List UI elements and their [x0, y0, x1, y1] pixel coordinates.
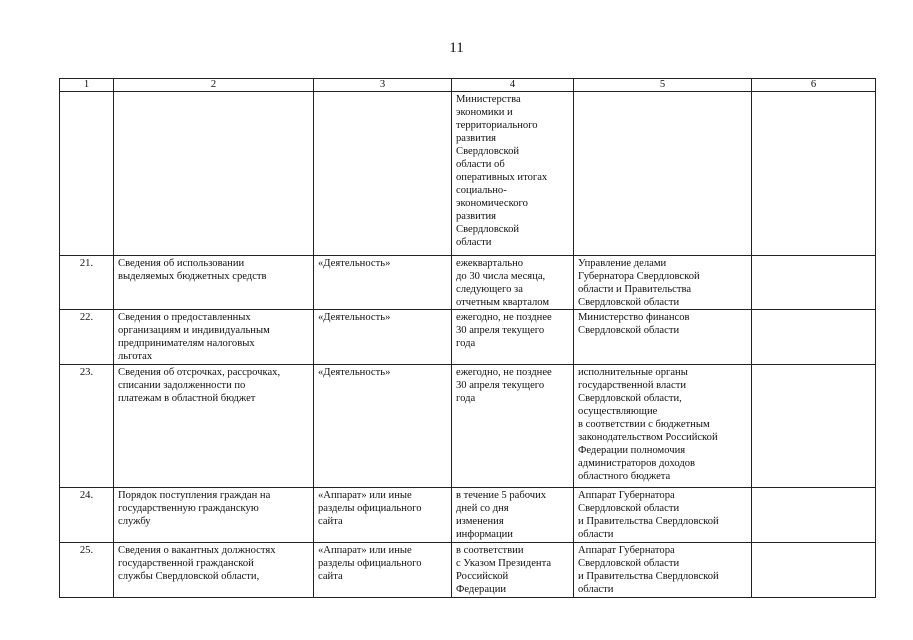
info-name-cell: Сведения о вакантных должностях государственной гражданской службы Свердловской области,	[114, 543, 314, 598]
note-cell	[752, 365, 876, 488]
responsible-cell	[574, 92, 752, 256]
note-cell	[752, 256, 876, 310]
table-row-continuation	[60, 92, 876, 256]
period-cell: ежегодно, не позднее 30 апреля текущего года	[452, 310, 574, 365]
site-section-cell: «Деятельность»	[314, 365, 452, 488]
info-name-cell	[114, 92, 314, 256]
site-section-cell: «Аппарат» или иные разделы официального сайта	[314, 488, 452, 543]
site-section-cell: «Деятельность»	[314, 310, 452, 365]
note-cell	[752, 310, 876, 365]
period-cell: ежегодно, не позднее 30 апреля текущего года	[452, 365, 574, 488]
page-number: 11	[449, 40, 464, 56]
site-section-cell: «Аппарат» или иные разделы официального сайта	[314, 543, 452, 598]
table-row	[60, 543, 876, 598]
row-number-cell: 25.	[60, 543, 114, 598]
note-cell	[752, 92, 876, 256]
responsible-cell: Министерство финансов Свердловской области	[574, 310, 752, 365]
row-number-cell: 23.	[60, 365, 114, 488]
row-number-cell: 21.	[60, 256, 114, 310]
column-header: 2	[114, 79, 314, 92]
column-header: 4	[452, 79, 574, 92]
info-name-cell: Порядок поступления граждан на государственную гражданскую службу	[114, 488, 314, 543]
note-cell	[752, 488, 876, 543]
info-name-cell: Сведения об использовании выделяемых бюджетных средств	[114, 256, 314, 310]
period-cell: в соответствии с Указом Президента Российской Федерации	[452, 543, 574, 598]
column-header: 1	[60, 79, 114, 92]
table-row	[60, 365, 876, 488]
responsible-cell: исполнительные органы государственной власти Свердловской области, осуществляющие в соответствии с бюджетным законодательством Российской Федерации полномочия администраторов доходов областного бюджета	[574, 365, 752, 488]
period-cell: Министерства экономики и территориального развития Свердловской области об оперативных итогах социально- экономического развития Свердловской области	[452, 92, 574, 256]
row-number-cell	[60, 92, 114, 256]
table-row	[60, 488, 876, 543]
note-cell	[752, 543, 876, 598]
responsible-cell: Управление делами Губернатора Свердловской области и Правительства Свердловской области	[574, 256, 752, 310]
table-row	[60, 310, 876, 365]
responsible-cell: Аппарат Губернатора Свердловской области и Правительства Свердловской области	[574, 488, 752, 543]
period-cell: ежеквартально до 30 числа месяца, следующего за отчетным кварталом	[452, 256, 574, 310]
site-section-cell: «Деятельность»	[314, 256, 452, 310]
column-header: 6	[752, 79, 876, 92]
row-number-cell: 22.	[60, 310, 114, 365]
info-name-cell: Сведения о предоставленных организациям и индивидуальным предпринимателям налоговых льготах	[114, 310, 314, 365]
table-row	[60, 256, 876, 310]
column-number-row	[60, 79, 876, 92]
column-header: 5	[574, 79, 752, 92]
row-number-cell: 24.	[60, 488, 114, 543]
site-section-cell	[314, 92, 452, 256]
responsible-cell: Аппарат Губернатора Свердловской области и Правительства Свердловской области	[574, 543, 752, 598]
period-cell: в течение 5 рабочих дней со дня изменения информации	[452, 488, 574, 543]
document-table	[59, 78, 876, 598]
info-name-cell: Сведения об отсрочках, рассрочках, списании задолженности по платежам в областной бюджет	[114, 365, 314, 488]
column-header: 3	[314, 79, 452, 92]
